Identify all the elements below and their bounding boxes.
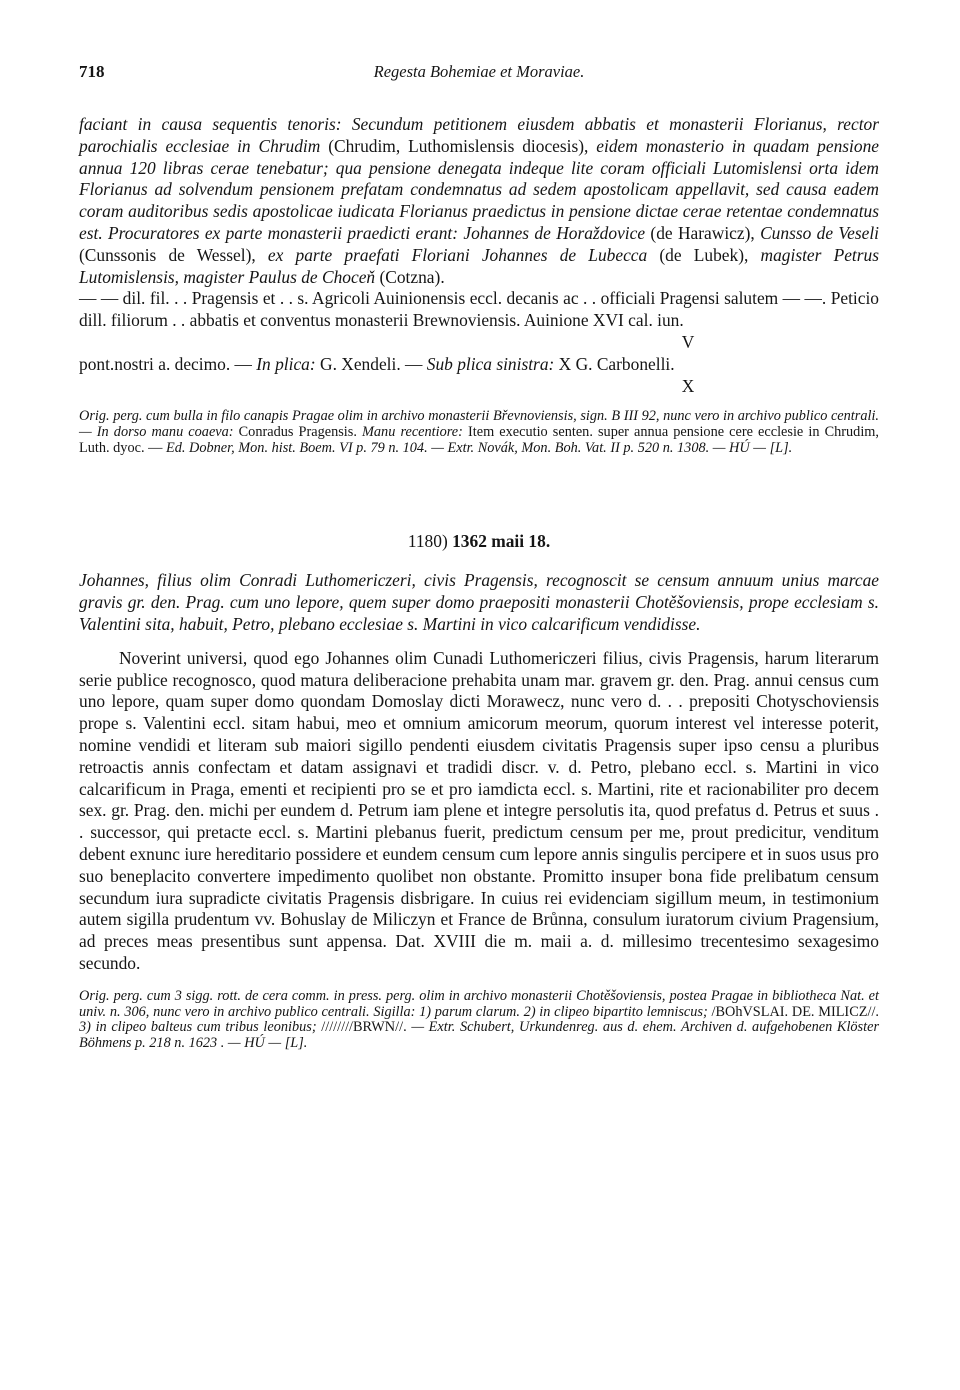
- text-paragraph: [79, 288, 879, 332]
- summary-segment: (de Lubek),: [647, 244, 761, 265]
- summary-paragraph: [79, 114, 879, 288]
- note-segment: 3) in clipeo balteus cum tribus leonibus;: [79, 1019, 317, 1036]
- note-segment: ////////BRWN//.: [316, 1019, 412, 1036]
- signature-line: [79, 354, 879, 397]
- previous-entry-summary: [79, 114, 879, 288]
- summary-segment: (de Harawicz),: [645, 222, 761, 243]
- text-segment: — — dil. fil. . . Pragensis et . . s. Agricoli Auinionensis eccl. decanis ac . . officiali Pragensi salutem — —. Peticio dill. filiorum . . abbatis et conventus monasterii Brewnoviensis. Auinione XVI cal. iun.: [79, 288, 879, 331]
- notarial-mark-x: X: [681, 375, 695, 396]
- summary-segment: eidem monasterio in quadam pensione annua 120 libras cerae tenebatur; qua pensione denegata indeque lite coram officiali Lutomislensi orta idem Florianus ad solvendum pensionem prefatam condemnatus ad sedem apostolicam appellavit, sed causa eadem coram auditoribus sedis apostolicae iudicata Florianus praedictus in pensione dictae cerae retentae condemnatus est. Procuratores ex parte monasterii praedicti erant: Johannes de Horaždovice: [79, 135, 879, 243]
- previous-entry-text: [79, 288, 879, 332]
- page-header: [79, 62, 879, 92]
- note-segment: /BOhVSLAI. DE. MILICZ//.: [707, 1003, 879, 1020]
- summary-segment: (Cunssonis de Wessel),: [79, 244, 268, 265]
- signature-segment: G. Xendeli. —: [315, 353, 427, 374]
- entry-note: [79, 989, 879, 1052]
- signature-segment: In plica:: [256, 353, 316, 374]
- signature-segment: pont.nostri a. decimo. —: [79, 353, 257, 374]
- entry-text: Noverint universi, quod ego Johannes olim Cunadi Luthomericzeri filius, civis Pragensis, harum literarum serie publice recognosco, quod matura deliberacione prehabita unam mar. gravem gr. den. Prag. annui census cum uno lepore, quam super domo quondam Domoslay dicti Morawecz, nunc vero d. . . prepositi Chotyschoviensis prope s. Valentini eccl. sitam habui, meo et omnium amicorum meorum, quorum interest vel interesse poterit, nomine vendidi et literam sub maiori sigillo pendenti eiusdem civitatis Pragensis super ipso censu a pluribus retroactis annis confectam et datam assignavi et tradidi discr. v. d. Petro, plebano eccl. s. Martini in vico calcarificum in Praga, ementi et recipienti pro se et pro iamdicta eccl. s. Martini, rite et racionabiliter pro decem sex. gr. Prag. den. michi per eundem d. Petrum iam plene et integre persolutis ita, quod prefatus d. Petrus et suus . . successor, qui pretacte eccl. s. Martini plebanus fuerit, predictum censum per me, prout predicitur, venditum debent exnunc iure hereditario possidere et eundem censum cum lepore annis singulis percipere et in suos usus pro suo beneplacito convertere impedimento quolibet non obstante. Promitto insuper bona fide prelibatum censum secundum iura supradicte civitatis Pragensis disbrigare. In cuius rei evidenciam sigillum meum, in testimonium autem sigilla prudentum vv. Bohuslay de Miliczyn et France de Brůnna, consulum iuratorum civium Pragensium, ad preces meas presentibus sunt appensa. Dat. XVIII die m. maii a. d. millesimo trecentesimo sexagesimo secundo.: [79, 647, 879, 973]
- entry-number: 1180): [407, 531, 448, 552]
- entry-heading: [79, 531, 879, 552]
- signature-text: [79, 354, 675, 376]
- note-segment: — Extr. Schubert, Urkundenreg. aus d. ehem. Archiven d. aufgehobenen Klöster Böhmens p. 218 n. 1623 . — HÚ — [L].: [79, 1019, 880, 1052]
- summary-segment: magister Petrus Lutomislensis, magister Paulus de Choceň: [79, 244, 879, 287]
- page-number: 718: [79, 62, 105, 81]
- summary-segment: (Chrudim, Luthomislensis diocesis),: [320, 135, 597, 156]
- running-title: Regesta Bohemiae et Moraviae.: [373, 62, 585, 81]
- summary-segment: Cunsso de Veseli: [760, 222, 879, 243]
- note-segment: Manu recentiore:: [362, 423, 463, 440]
- entry-date: 1362 maii 18.: [452, 531, 551, 552]
- note-segment: Item executio senten. super annua pensione cere ecclesie in Chrudim, Luth. dyoc. —: [79, 423, 879, 456]
- entry-summary: Johannes, filius olim Conradi Luthomericzeri, civis Pragensis, recognoscit se censum annuum unius marcae gravis gr. den. Prag. cum uno lepore, quem super domo praepositi monasterii Chotěšoviensis, prope ecclesiam s. Valentini sita, habuit, Petro, plebano ecclesiae s. Martini in vico calcarificum vendidisse.: [79, 570, 879, 634]
- note-segment: Conradus Pragensis.: [233, 423, 362, 440]
- notarial-mark-v: V: [681, 331, 695, 352]
- note-segment: Orig. perg. cum bulla in filo canapis Pragae olim in archivo monasterii Břevnoviensis, sign. B III 92, nunc vero in archivo publico centrali. — In dorso manu coaeva:: [79, 407, 879, 440]
- summary-segment: (Cotzna).: [375, 266, 445, 287]
- summary-segment: faciant in causa sequentis tenoris: Secundum petitionem eiusdem abbatis et monasterii Florianus, rector parochialis ecclesiae in Chrudim: [79, 114, 879, 156]
- previous-entry-note: [79, 409, 879, 456]
- note-segment: Ed. Dobner, Mon. hist. Boem. VI p. 79 n. 104. — Extr. Novák, Mon. Boh. Vat. II p. 520 n. 1308. — HÚ — [L].: [165, 439, 793, 456]
- document-page: [79, 62, 879, 1052]
- summary-segment: ex parte praefati Floriani Johannes de Lubecca: [267, 244, 648, 265]
- signature-segment: Sub plica sinistra:: [426, 353, 555, 374]
- mark-v-row: [79, 332, 879, 354]
- note-segment: Orig. perg. cum 3 sigg. rott. de cera comm. in press. perg. olim in archivo monasterii Chotěšoviensis, postea Pragae in bibliotheca Nat. et univ. n. 306, nunc vero in archivo publico centrali. Sigilla: 1) parum clarum. 2) in clipeo bipartito lemniscus;: [79, 987, 879, 1020]
- signature-segment: X G. Carbonelli.: [554, 353, 675, 374]
